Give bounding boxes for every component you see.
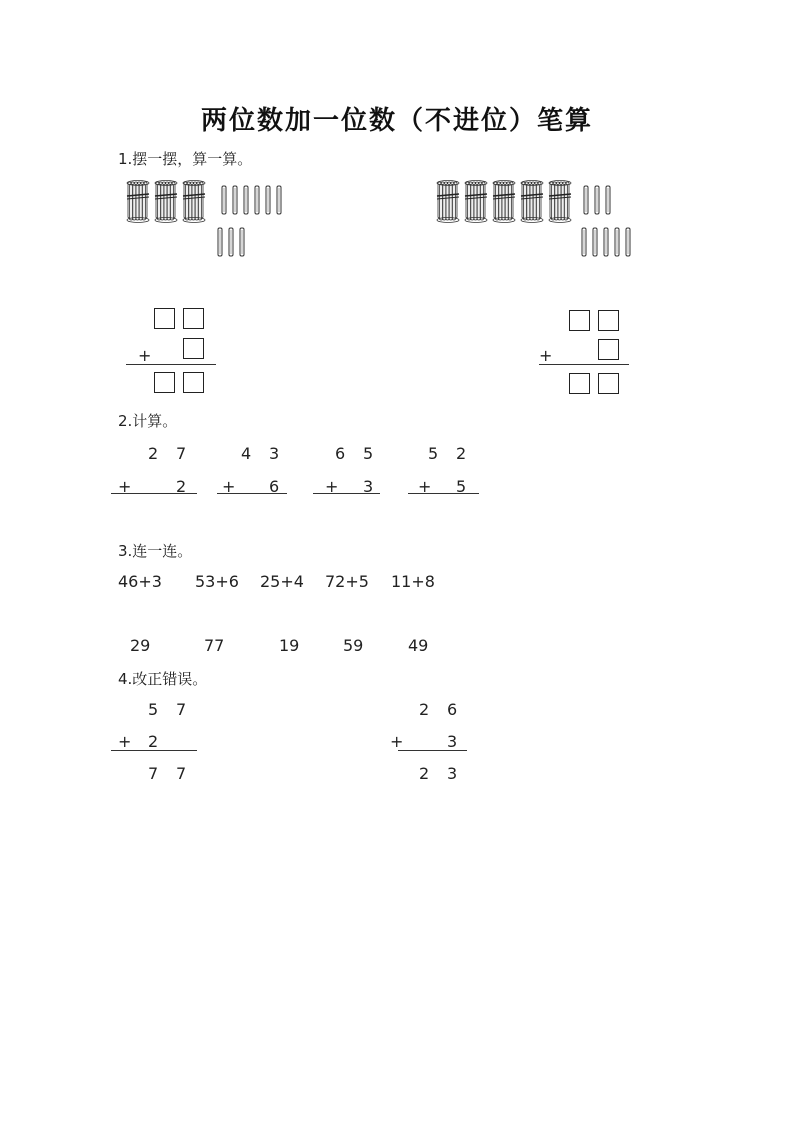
- answer-box-addend[interactable]: [183, 338, 204, 359]
- result-ones: 7: [176, 764, 187, 783]
- digit-ones: 7: [176, 444, 187, 463]
- answer-box-tens[interactable]: [154, 308, 175, 329]
- stick-bundle-icon: [155, 181, 177, 223]
- q1-left-sticks-illustration: [120, 178, 310, 263]
- digit-tens: 4: [241, 444, 252, 463]
- plus-sign: +: [222, 477, 236, 496]
- plus-sign: +: [539, 346, 553, 365]
- stick-icon: [626, 228, 630, 256]
- answer-box-ones[interactable]: [183, 308, 204, 329]
- stick-bundle-icon: [127, 181, 149, 223]
- sum-line: [408, 493, 479, 494]
- expression-item[interactable]: 72+5: [325, 572, 369, 591]
- q4-heading: 4.改正错误。: [118, 670, 208, 688]
- sum-line: [398, 750, 467, 751]
- plus-sign: +: [118, 477, 132, 496]
- digit-ones: 3: [269, 444, 280, 463]
- stick-icon: [615, 228, 619, 256]
- answer-item[interactable]: 49: [408, 636, 429, 655]
- stick-icon: [584, 186, 588, 214]
- stick-icon: [277, 186, 281, 214]
- plus-sign: +: [418, 477, 432, 496]
- addend: 3: [447, 732, 458, 751]
- sum-line: [111, 493, 197, 494]
- digit-ones: 6: [447, 700, 458, 719]
- sum-line: [111, 750, 197, 751]
- q1-heading: 1.摆一摆，算一算。: [118, 150, 253, 168]
- answer-box-result-ones[interactable]: [598, 373, 619, 394]
- stick-icon: [222, 186, 226, 214]
- digit-ones: 7: [176, 700, 187, 719]
- addend: 2: [176, 477, 187, 496]
- addend: 2: [148, 732, 159, 751]
- expression-item[interactable]: 11+8: [391, 572, 435, 591]
- addend: 6: [269, 477, 280, 496]
- sum-line: [539, 364, 629, 365]
- answer-item[interactable]: 29: [130, 636, 151, 655]
- stick-bundle-icon: [549, 181, 571, 223]
- stick-icon: [595, 186, 599, 214]
- addend: 3: [363, 477, 374, 496]
- digit-tens: 5: [148, 700, 159, 719]
- stick-bundle-icon: [465, 181, 487, 223]
- stick-bundle-icon: [521, 181, 543, 223]
- digit-tens: 2: [148, 444, 159, 463]
- q2-heading: 2.计算。: [118, 412, 178, 430]
- stick-bundle-icon: [493, 181, 515, 223]
- answer-item[interactable]: 19: [279, 636, 300, 655]
- q3-heading: 3.连一连。: [118, 542, 193, 560]
- answer-item[interactable]: 59: [343, 636, 364, 655]
- stick-icon: [244, 186, 248, 214]
- stick-icon: [255, 186, 259, 214]
- sum-line: [126, 364, 216, 365]
- digit-tens: 2: [419, 700, 430, 719]
- stick-bundle-icon: [183, 181, 205, 223]
- expression-item[interactable]: 53+6: [195, 572, 239, 591]
- digit-ones: 5: [363, 444, 374, 463]
- plus-sign: +: [118, 732, 132, 751]
- stick-icon: [606, 186, 610, 214]
- expression-item[interactable]: 25+4: [260, 572, 304, 591]
- answer-box-result-tens[interactable]: [569, 373, 590, 394]
- q1-right-sticks-illustration: [430, 178, 650, 263]
- digit-ones: 2: [456, 444, 467, 463]
- sum-line: [217, 493, 287, 494]
- expression-item[interactable]: 46+3: [118, 572, 162, 591]
- answer-box-ones[interactable]: [598, 310, 619, 331]
- result-ones: 3: [447, 764, 458, 783]
- answer-box-result-ones[interactable]: [183, 372, 204, 393]
- result-tens: 2: [419, 764, 430, 783]
- sum-line: [313, 493, 380, 494]
- stick-icon: [593, 228, 597, 256]
- result-tens: 7: [148, 764, 159, 783]
- stick-icon: [582, 228, 586, 256]
- answer-box-tens[interactable]: [569, 310, 590, 331]
- stick-icon: [218, 228, 222, 256]
- digit-tens: 6: [335, 444, 346, 463]
- answer-item[interactable]: 77: [204, 636, 225, 655]
- stick-bundle-icon: [437, 181, 459, 223]
- digit-tens: 5: [428, 444, 439, 463]
- plus-sign: +: [138, 346, 152, 365]
- answer-box-addend[interactable]: [598, 339, 619, 360]
- page-title: 两位数加一位数（不进位）笔算: [200, 106, 593, 136]
- plus-sign: +: [325, 477, 339, 496]
- stick-icon: [240, 228, 244, 256]
- stick-icon: [229, 228, 233, 256]
- stick-icon: [266, 186, 270, 214]
- stick-icon: [233, 186, 237, 214]
- plus-sign: +: [390, 732, 404, 751]
- answer-box-result-tens[interactable]: [154, 372, 175, 393]
- addend: 5: [456, 477, 467, 496]
- stick-icon: [604, 228, 608, 256]
